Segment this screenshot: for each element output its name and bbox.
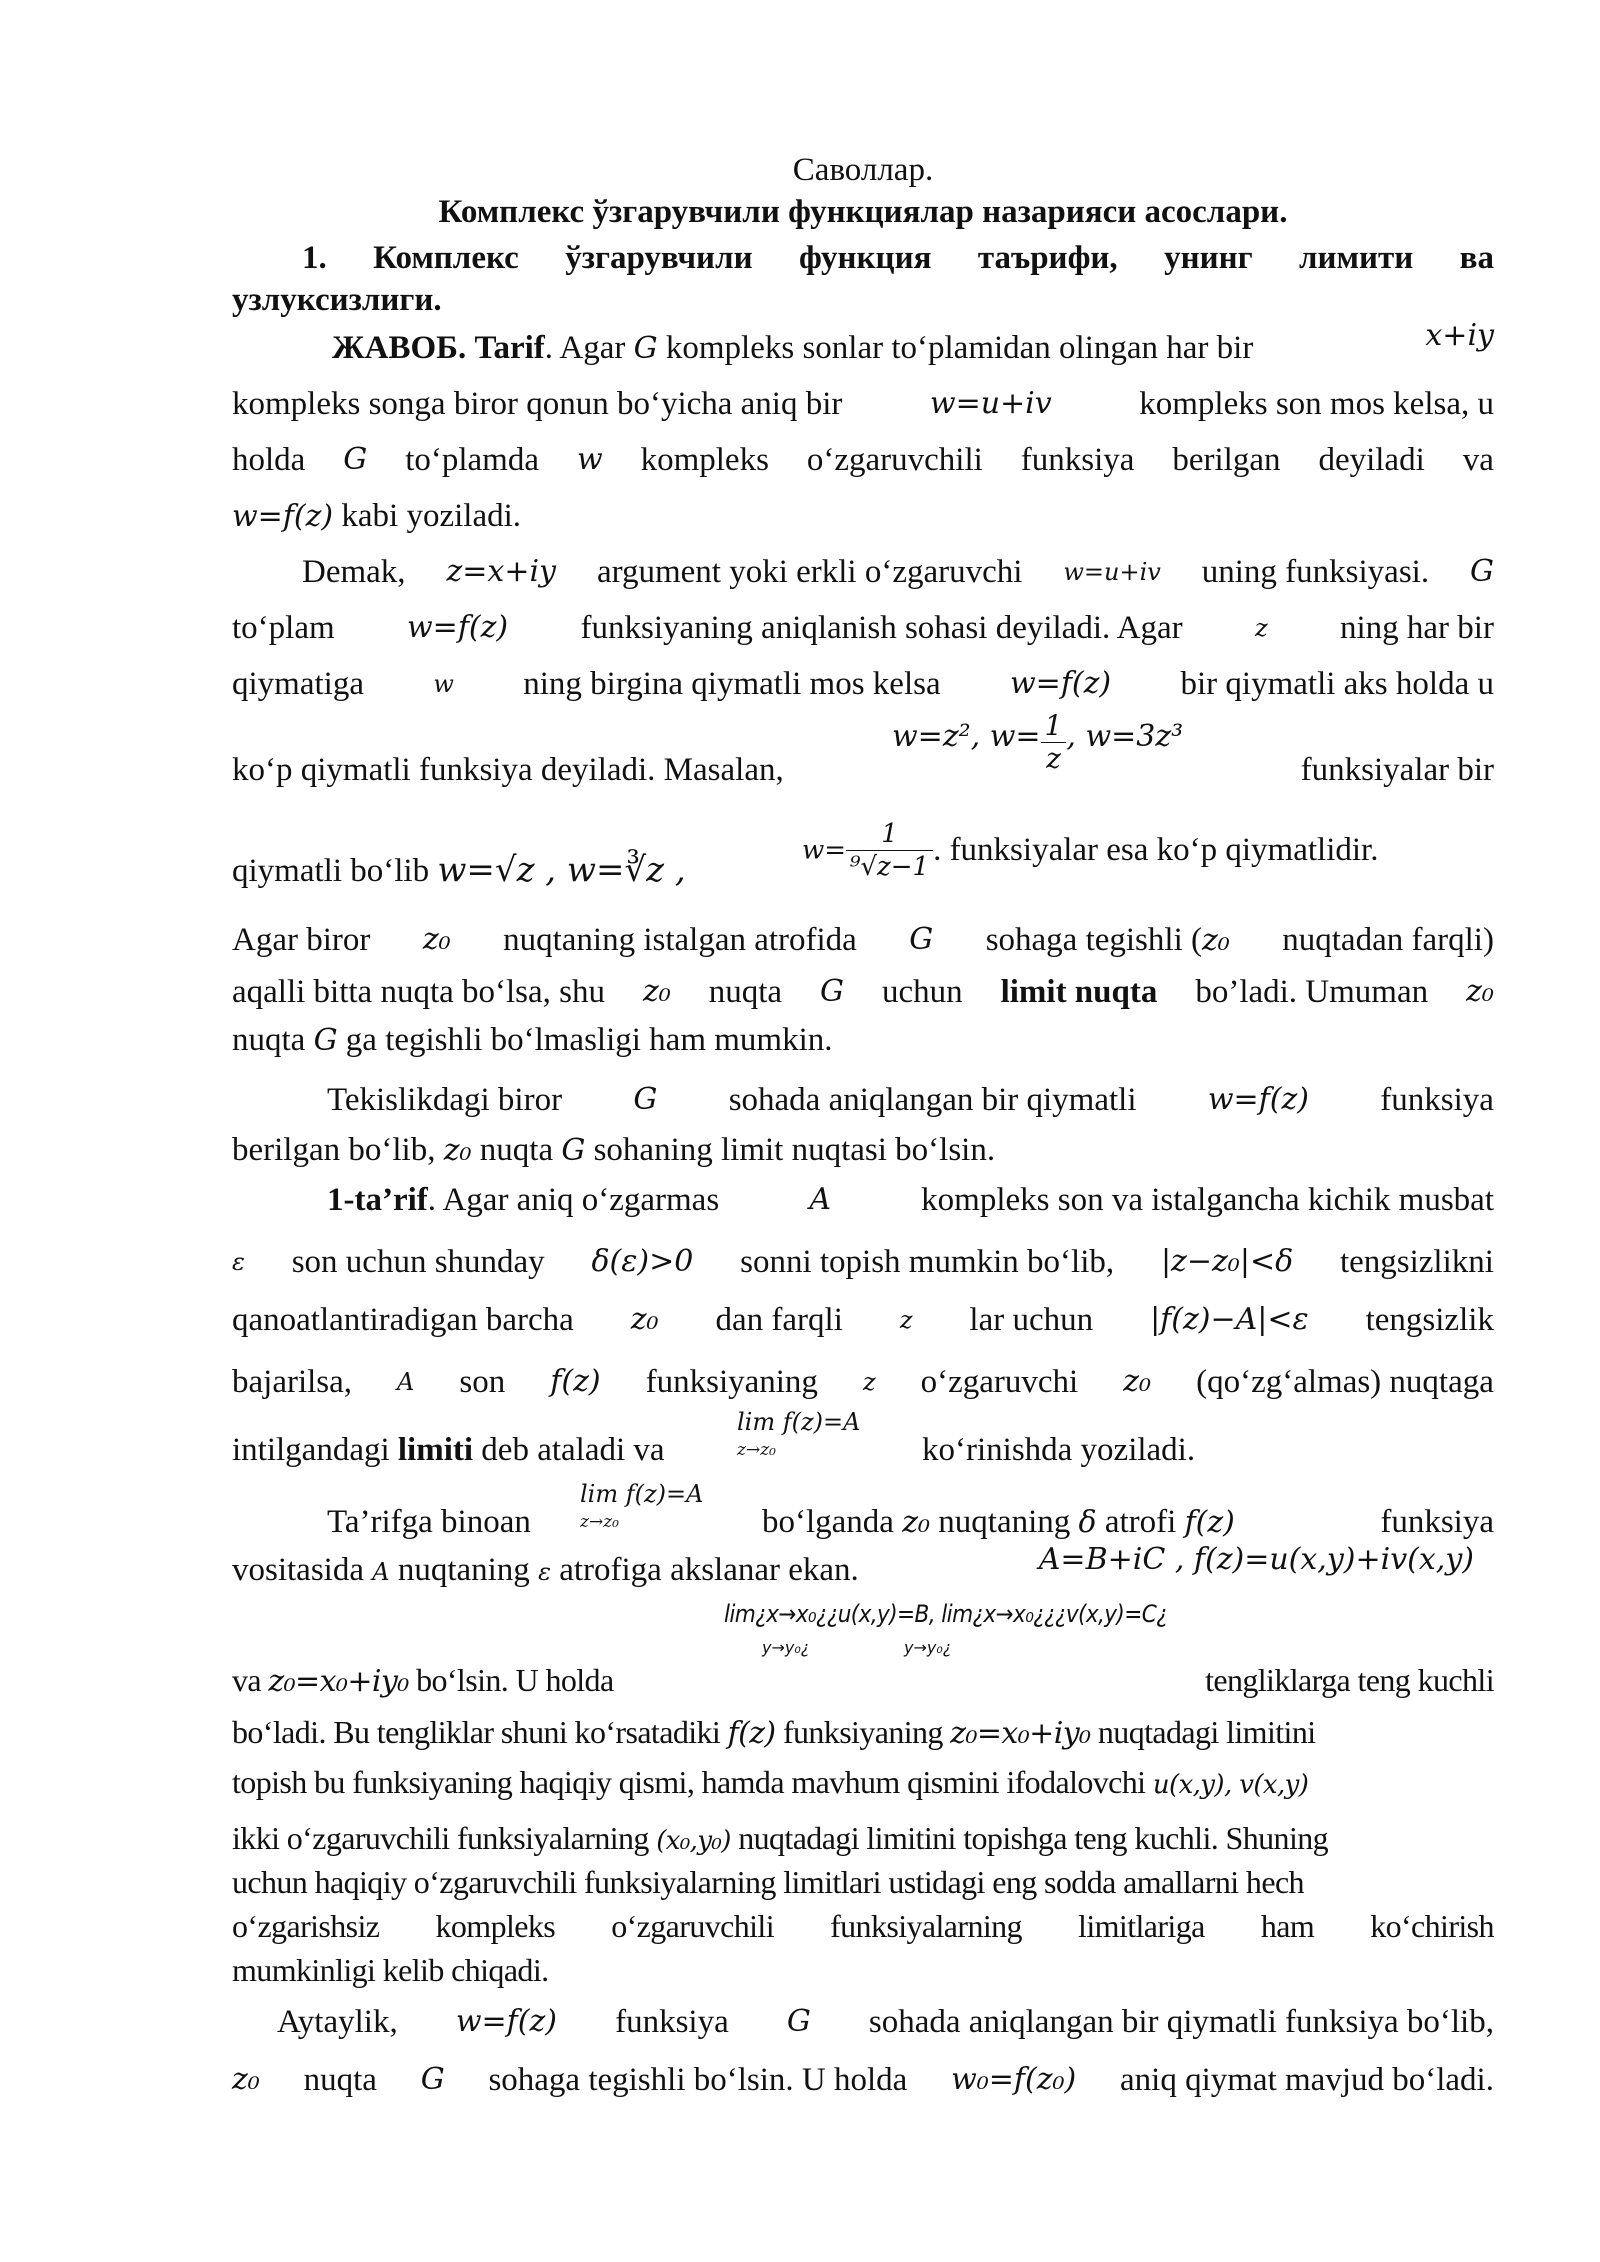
p6-line-7: uchun haqiqiy o‘zgaruvchili funksiyalarning limitlari ustidagi eng sodda amallarni hech — [232, 1864, 1304, 1900]
example-formula-3: w= $\frac{1}{\text{⁹√z−1}}$ . funksiyalar esa ko‘p qiymatlidir. — [802, 819, 1379, 882]
page-title: Саволлар. — [792, 152, 934, 188]
p4-line-1: Tekislikdagi biror G sohada aniqlangan bir qiymatli w=f(z) funksiya — [327, 1082, 1494, 1118]
lim-formula-2-sub: z→z₀ — [580, 1512, 619, 1532]
p3-line-1: Agar biror z₀ nuqtaning istalgan atrofida G sohaga tegishli (z₀ nuqtadan farqli) — [232, 922, 1494, 958]
p7-line-2: z₀ nuqta G sohaga tegishli bo‘lsin. U holda w₀=f(z₀) aniq qiymat mavjud bo‘ladi. — [232, 2062, 1494, 2098]
answer-line-4: w=f(z) kabi yoziladi. — [232, 498, 522, 534]
p3-line-2: aqalli bitta nuqta bo‘lsa, shu z₀ nuqta G uchun limit nuqta bo’ladi. Umuman z₀ — [232, 974, 1494, 1010]
def-line-1: 1-ta’rif. Agar aniq o‘zgarmas A kompleks son va istalgancha kichik musbat — [327, 1182, 1494, 1218]
example-formula-1: w=z², w= $\frac{1}{z}$ , w=3z³ — [892, 709, 1184, 775]
p6-line-5: topish bu funksiyaning haqiqiy qismi, hamda mavhum qismini ifodalovchi u(x,y), v(x,y) — [232, 1764, 1309, 1800]
lim-formula-1-sub: z→z₀ — [737, 1440, 776, 1460]
p2-line-4: ko‘p qiymatli funksiya deyiladi. Masalan, funksiyalar bir — [232, 752, 1494, 788]
p2-line-2: to‘plam w=f(z) funksiyaning aniqlanish sohasi deyiladi. Agar z ning har bir — [232, 610, 1494, 646]
p2-line-1: Demak, z=x+iy argument yoki erkli o‘zgaruvchi w=u+iv uning funksiyasi. G — [302, 554, 1494, 590]
question-heading: 1. Комплекс ўзгарувчили функция таърифи, унинг лимити ва — [302, 240, 1494, 276]
lim-formula-2: lim f(z)=A — [580, 1480, 704, 1508]
p6-line-6: ikki o‘zgaruvchili funksiyalarning (x₀,y₀) nuqtadagi limitini topishga teng kuchli. Shuning — [232, 1820, 1329, 1856]
def-line-2: ε son uchun shunday δ(ε)>0 sonni topish mumkin bo‘lib, |z−z₀|<δ tengsizlikni — [232, 1244, 1494, 1280]
lim-uv-sub-2: y→y₀¿ — [904, 1638, 952, 1657]
answer-line-3: holda G to‘plamda w kompleks o‘zgaruvchili funksiya berilgan deyiladi va — [232, 442, 1494, 478]
answer-line-1: ЖАВОБ. Tarif. Agar G kompleks sonlar to‘plamidan olingan har bir x+iy — [332, 318, 1494, 366]
p6-line-9: mumkinligi kelib chiqadi. — [232, 1952, 549, 1988]
answer-line-2: kompleks songa biror qonun bo‘yicha aniq bir w=u+iv kompleks son mos kelsa, u — [232, 386, 1494, 422]
p4-line-2: berilgan bo‘lib, z₀ nuqta G sohaning limit nuqtasi bo‘lsin. — [232, 1132, 996, 1168]
p6-line-8: o‘zgarishsiz kompleks o‘zgaruvchili funksiyalarning limitlariga ham ko‘chirish — [232, 1908, 1494, 1944]
lim-uv-sub-1: y→y₀¿ — [762, 1638, 810, 1657]
p2-line-3: qiymatiga w ning birgina qiymatli mos kelsa w=f(z) bir qiymatli aks holda u — [232, 666, 1494, 702]
p3-line-3: nuqta G ga tegishli bo‘lmasligi ham mumkin. — [232, 1022, 833, 1058]
question-heading-cont: узлуксизлиги. — [232, 282, 442, 318]
p2-line-5: qiymatli bo‘lib w=√z , w=∛z , — [232, 850, 686, 890]
lim-formula-1: lim f(z)=A — [737, 1408, 861, 1436]
def-line-4: bajarilsa, A son f(z) funksiyaning z o‘zgaruvchi z₀ (qo‘zg‘almas) nuqtaga — [232, 1364, 1494, 1400]
def-line-3: qanoatlantiradigan barcha z₀ dan farqli z lar uchun |f(z)−A|<ε tengsizlik — [232, 1302, 1494, 1338]
p6-line-3: va z₀=x₀+iy₀ bo‘lsin. U holda tengliklarga teng kuchli — [232, 1662, 1494, 1699]
p6-line-2: vositasida A nuqtaning ε atrofiga akslanar ekan. A=B+iC , f(z)=u(x,y)+iv(x,y) — [232, 1542, 1474, 1588]
p7-line-1: Aytaylik, w=f(z) funksiya G sohada aniqlangan bir qiymatli funksiya bo‘lib, — [277, 2004, 1494, 2040]
p6-line-4: bo‘ladi. Bu tengliklar shuni ko‘rsatadiki f(z) funksiyaning z₀=x₀+iy₀ nuqtadagi limitini — [232, 1714, 1316, 1751]
page-subtitle: Комплекс ўзгарувчили функциялар назарияси асослари. — [438, 194, 1288, 230]
p6-line-1: Ta’rifga binoan bo‘lganda z₀ nuqtaning δ atrofi f(z) funksiya — [327, 1504, 1494, 1540]
def-line-5: intilgandagi limiti deb ataladi va ko‘rinishda yoziladi. — [232, 1432, 1196, 1468]
lim-uv-formula: lim¿x→x₀¿¿u(x,y)=B, lim¿x→x₀¿¿¿v(x,y)=C¿ — [724, 1600, 1168, 1628]
